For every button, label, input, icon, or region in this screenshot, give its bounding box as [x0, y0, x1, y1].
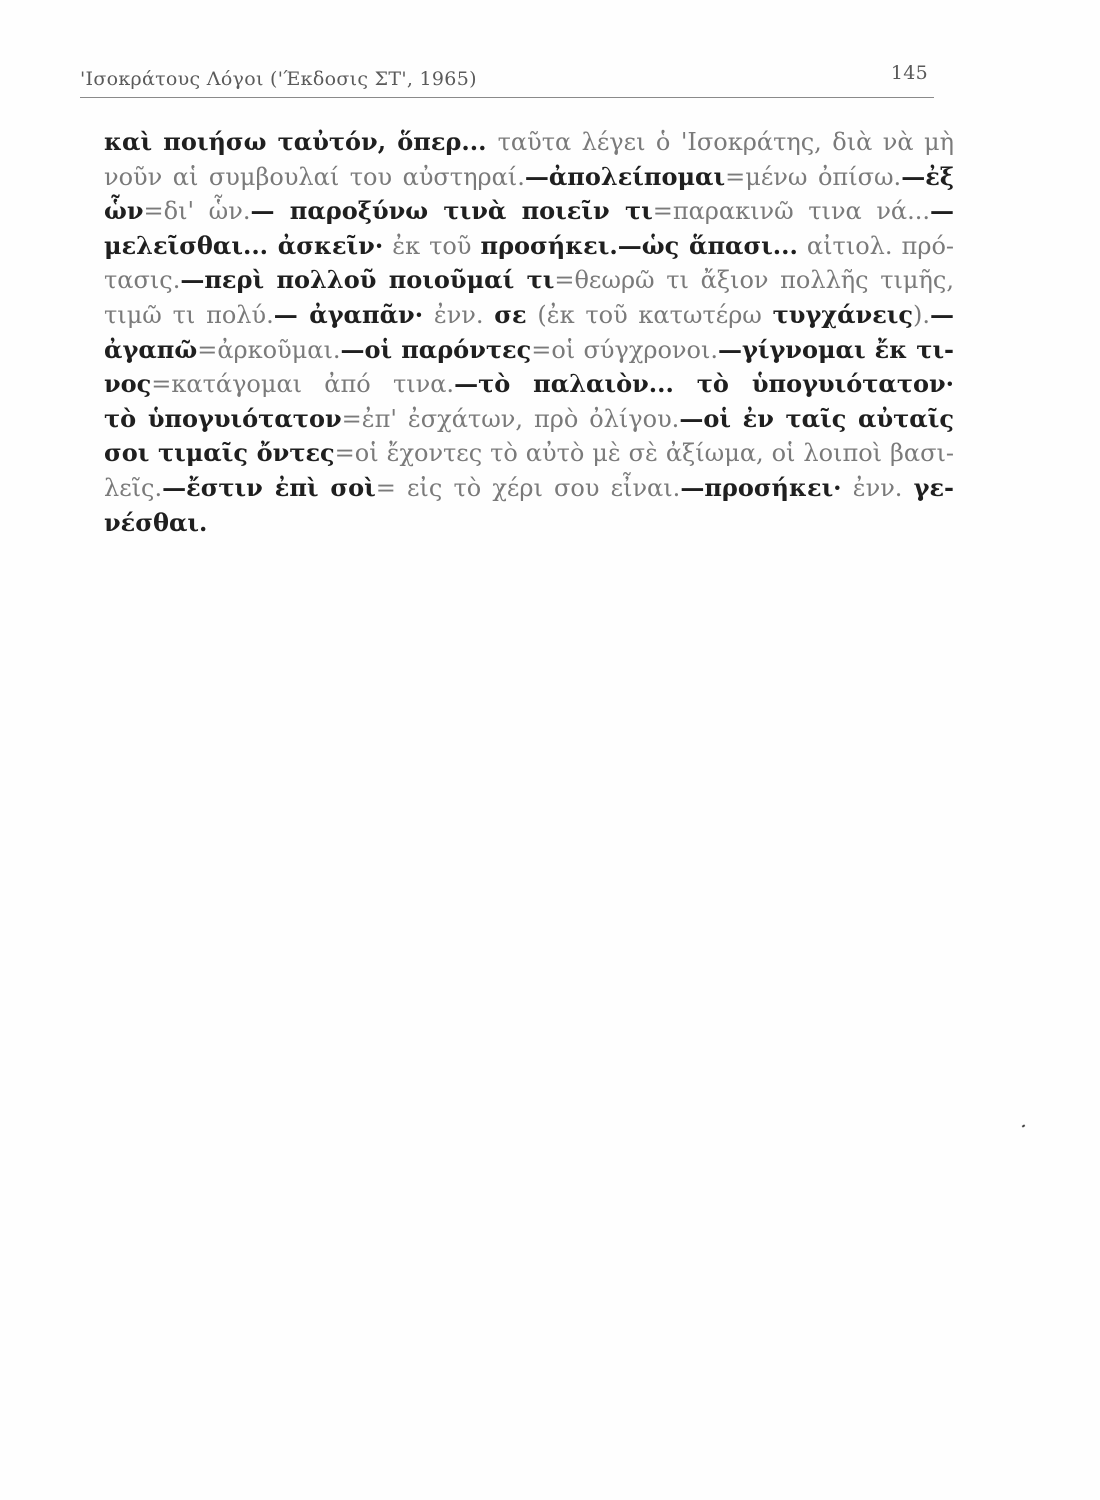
text-line — [104, 506, 954, 541]
gloss-text: =δι' ὧν. — [143, 197, 251, 226]
lemma-text: — — [930, 299, 954, 329]
lemma-text: ἀγαπῶ — [104, 334, 198, 364]
text-line — [104, 194, 954, 229]
lemma-text: — — [930, 196, 954, 226]
lemma-text: — παροξύνω τινὰ ποιεῖν τι — [250, 196, 653, 226]
gloss-text: ἐκ τοῦ — [383, 231, 481, 260]
text-line — [104, 333, 954, 368]
text-line — [104, 263, 954, 298]
lemma-text: —ὡς ἅπασι... — [617, 230, 798, 260]
lemma-text: —ἔστιν ἐπὶ σοὶ — [162, 472, 376, 502]
gloss-text: ταῦτα λέγει ὁ 'Ισοκράτης, διὰ νὰ μὴ — [497, 128, 954, 156]
lemma-text: ὧν — [104, 196, 144, 226]
text-line — [104, 367, 954, 402]
gloss-text: =οἱ σύγχρονοι. — [531, 335, 718, 364]
lemma-text: —ἀπολείπομαι — [524, 161, 726, 191]
gloss-text: ἐνν. — [841, 473, 914, 502]
lemma-text: σε — [494, 299, 527, 329]
lemma-text: τυγχάνεις — [772, 299, 914, 329]
text-line — [104, 436, 954, 471]
gloss-text: =οἱ ἔχοντες τὸ αὐτὸ μὲ σὲ ἀξίωμα, οἱ λοιποὶ βασι- — [334, 439, 954, 468]
lemma-text: —ἐξ — [901, 161, 954, 191]
lemma-text: —τὸ παλαιὸν... τὸ ὑπογυιότατον· — [454, 369, 954, 399]
gloss-text: =ἀρκοῦμαι. — [197, 335, 341, 364]
lemma-text: σοι τιμαῖς ὄντες — [104, 438, 335, 468]
gloss-text: ). — [913, 300, 931, 329]
gloss-text: ἐνν. — [423, 300, 495, 329]
lemma-text: νέσθαι. — [104, 507, 208, 537]
gloss-text: τασις. — [104, 266, 181, 295]
lemma-text: γε- — [913, 472, 954, 502]
lemma-text: —οἱ παρόντες — [340, 334, 532, 364]
gloss-text: =μένω ὀπίσω. — [725, 162, 902, 191]
lemma-text: καὶ ποιήσω ταὐτόν, ὅπερ... — [104, 127, 498, 156]
lemma-text: —προσήκει· — [680, 472, 842, 502]
gloss-text: νοῦν αἱ συμβουλαί του αὐστηραί. — [104, 162, 525, 191]
commentary-text — [104, 125, 954, 540]
gloss-text: τιμῶ τι πολύ. — [104, 300, 274, 329]
lemma-text: μελεῖσθαι... ἀσκεῖν· — [104, 230, 384, 260]
lemma-text: προσήκει. — [480, 230, 618, 260]
scan-speck — [1022, 1124, 1026, 1127]
running-head — [80, 62, 934, 94]
lemma-text: — ἀγαπᾶν· — [273, 299, 424, 329]
text-line — [104, 229, 954, 264]
text-line — [104, 471, 954, 506]
gloss-text: (ἐκ τοῦ κατωτέρω — [526, 300, 773, 329]
gloss-text: αἰτιολ. πρό- — [797, 231, 954, 260]
lemma-text: —γίγνομαι ἔκ τι- — [718, 334, 954, 364]
gloss-text: =παρακινῶ τινα νά... — [652, 197, 931, 226]
gloss-text: =ἐπ' ἐσχάτων, πρὸ ὀλίγου. — [341, 404, 680, 433]
text-line — [104, 298, 954, 333]
page-number: 145 — [890, 62, 928, 84]
lemma-text: —οἱ ἐν ταῖς αὐταῖς — [679, 403, 954, 433]
gloss-text: = εἰς τὸ χέρι σου εἶναι. — [375, 473, 681, 502]
gloss-text: =θεωρῶ τι ἄξιον πολλῆς τιμῆς, — [554, 266, 954, 295]
text-line — [104, 402, 954, 437]
text-line — [104, 160, 954, 195]
lemma-text: νος — [104, 369, 152, 399]
lemma-text: —περὶ πολλοῦ ποιοῦμαί τι — [180, 265, 555, 295]
text-line — [104, 125, 954, 160]
gloss-text: λεῖς. — [104, 473, 163, 502]
header-rule — [80, 97, 934, 98]
running-head-title: 'Ισοκράτους Λόγοι ('Έκδοσις ΣΤ', 1965) — [80, 68, 477, 90]
lemma-text: τὸ ὑπογυιότατον — [104, 403, 342, 433]
gloss-text: =κατάγομαι ἀπό τινα. — [151, 370, 455, 399]
